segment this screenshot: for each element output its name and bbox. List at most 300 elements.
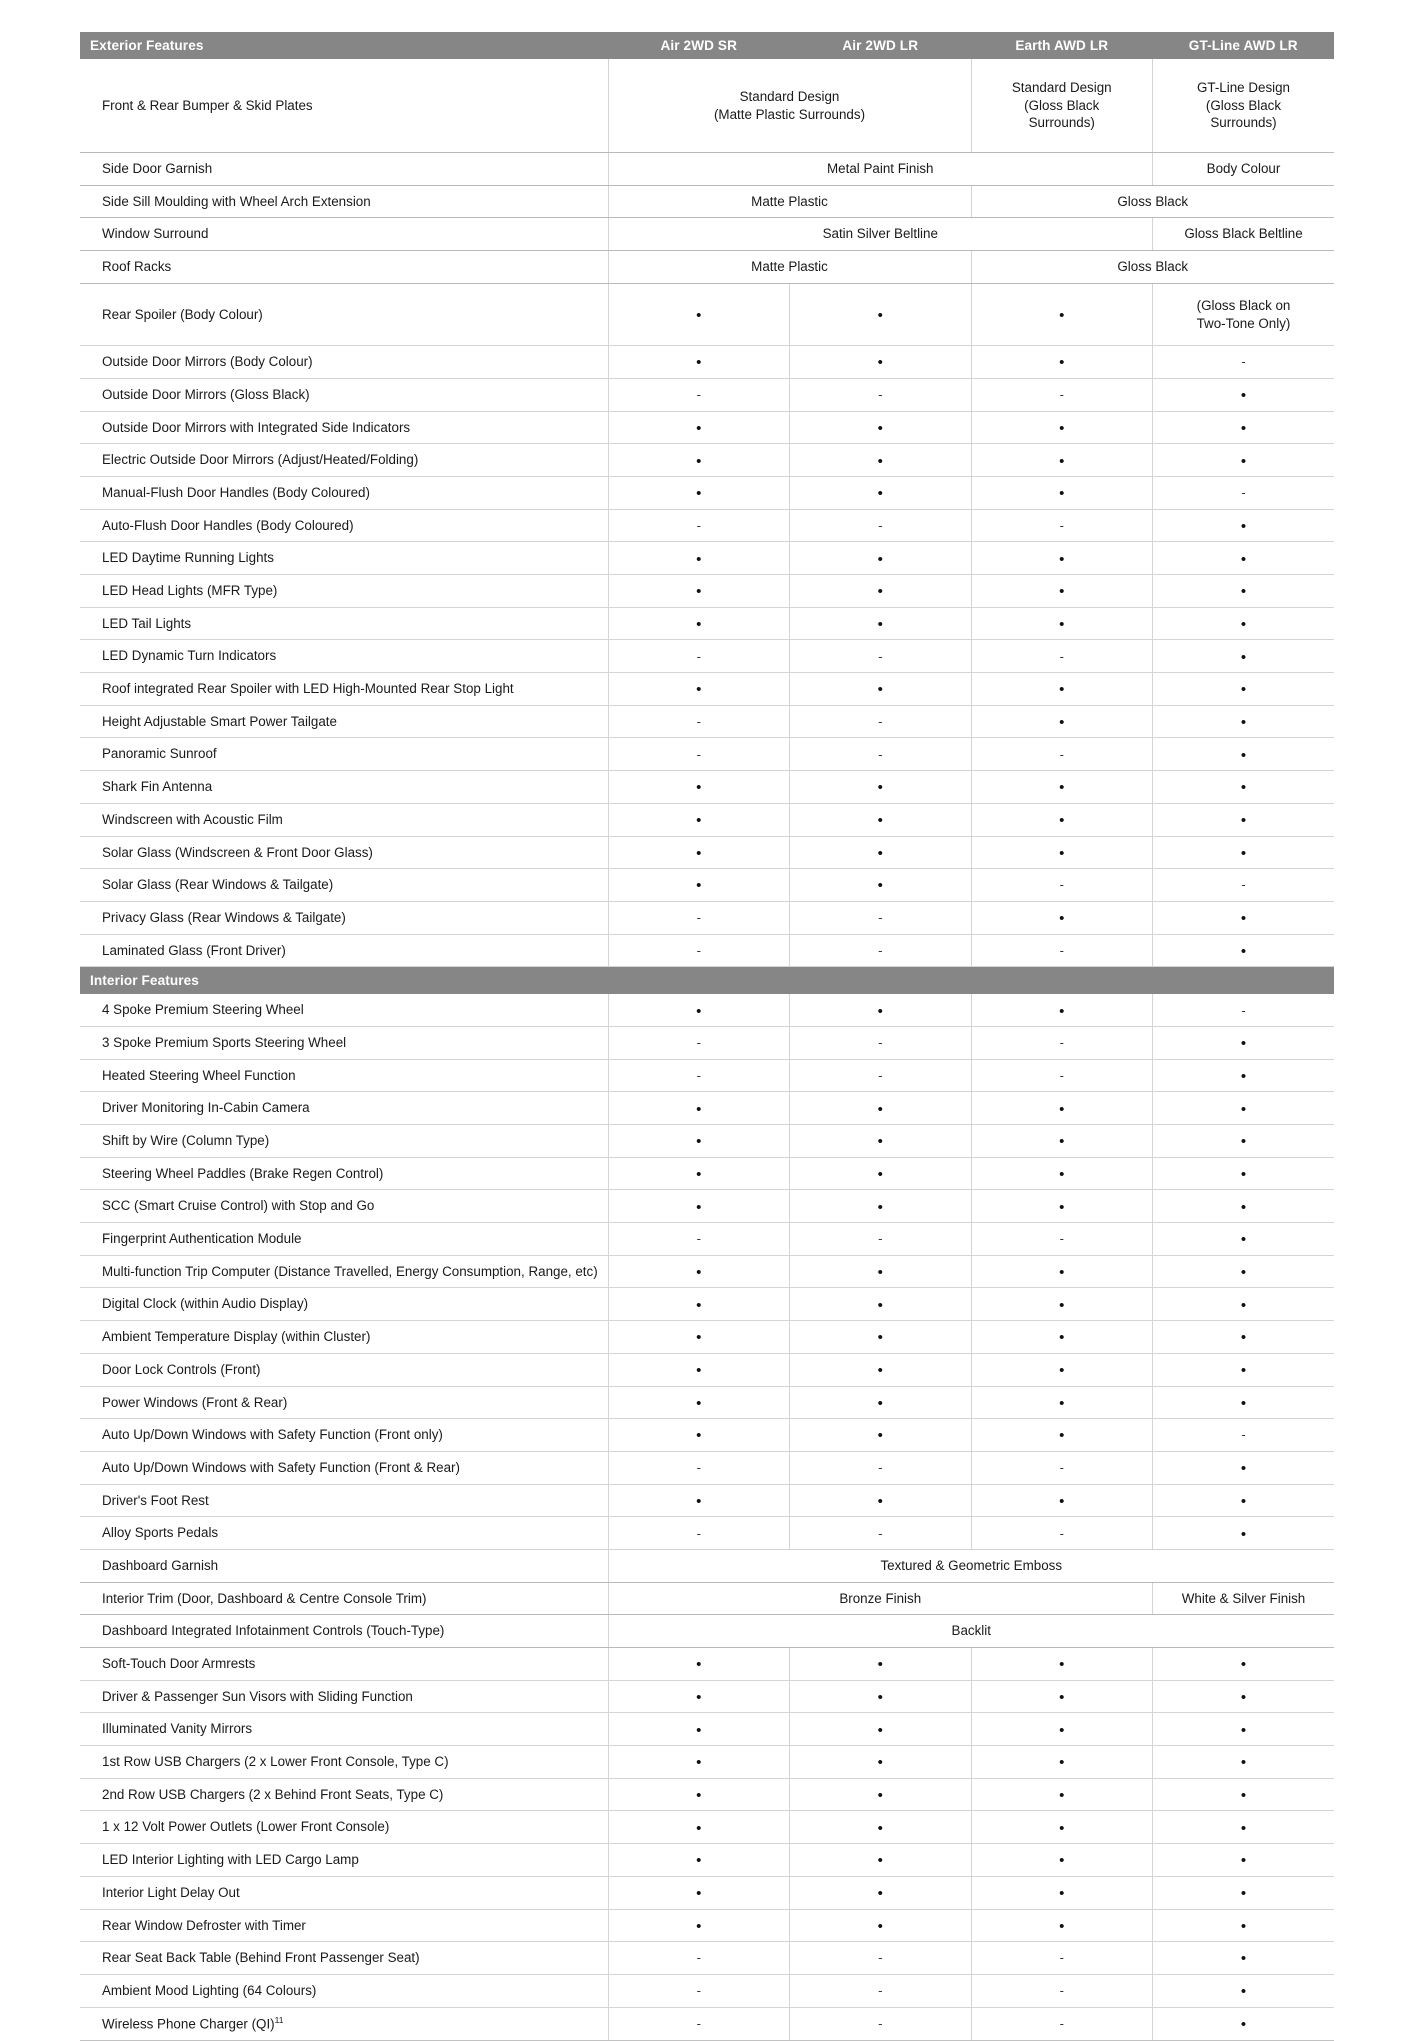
included-marker: •: [877, 1754, 883, 1772]
merged-value-cell: Satin Silver Beltline: [608, 218, 1153, 251]
feature-label: Ambient Mood Lighting (64 Colours): [102, 1982, 317, 1998]
availability-cell: [971, 1157, 1153, 1190]
feature-label: Outside Door Mirrors (Body Colour): [102, 354, 313, 370]
availability-cell: [1153, 378, 1335, 411]
feature-label: LED Tail Lights: [102, 615, 192, 631]
availability-cell: [608, 1288, 790, 1321]
included-marker: •: [1240, 910, 1247, 928]
unavailable-marker: -: [878, 1525, 883, 1541]
unavailable-marker: -: [696, 910, 701, 926]
availability-cell: [608, 836, 790, 869]
availability-cell: [608, 444, 790, 477]
availability-cell: [971, 607, 1153, 640]
availability-cell: [608, 1223, 790, 1256]
included-marker: •: [1240, 1165, 1247, 1183]
included-marker: •: [877, 550, 883, 568]
section-title-cell: Exterior Features: [80, 32, 608, 59]
feature-label: Outside Door Mirrors (Gloss Black): [102, 386, 310, 402]
availability-cell: [608, 803, 790, 836]
unavailable-marker: -: [878, 1460, 883, 1476]
availability-cell: [971, 1386, 1153, 1419]
availability-cell: [971, 1876, 1153, 1909]
feature-label: Dashboard Integrated Infotainment Controls (Touch-Type): [102, 1623, 445, 1639]
availability-cell: [1153, 1386, 1335, 1419]
included-marker: •: [1059, 583, 1065, 601]
feature-label-cell: [80, 509, 608, 542]
availability-cell: [971, 1713, 1153, 1746]
column-header-air-2wd-lr: Air 2WD LR: [790, 32, 972, 59]
included-marker: •: [1059, 306, 1065, 324]
included-marker: •: [696, 1198, 702, 1216]
table-row: [80, 218, 1334, 251]
table-row: [80, 509, 1334, 542]
availability-cell: [1153, 1321, 1335, 1354]
availability-cell: [1153, 1223, 1335, 1256]
feature-label: Rear Spoiler (Body Colour): [102, 306, 263, 322]
table-row: [80, 1549, 1334, 1582]
unavailable-marker: -: [878, 714, 883, 730]
availability-cell: [1153, 1190, 1335, 1223]
included-marker: •: [1059, 1819, 1065, 1837]
unavailable-marker: -: [878, 1231, 883, 1247]
unavailable-marker: -: [696, 1067, 701, 1083]
feature-label: 3 Spoke Premium Sports Steering Wheel: [102, 1034, 347, 1050]
included-marker: •: [877, 1885, 883, 1903]
availability-cell: [971, 476, 1153, 509]
merged-value-cell: Metal Paint Finish: [608, 153, 1153, 186]
availability-cell: [1153, 901, 1335, 934]
included-marker: •: [696, 1917, 702, 1935]
table-row: [80, 1026, 1334, 1059]
included-marker: •: [877, 1296, 883, 1314]
availability-cell: [1153, 1811, 1335, 1844]
feature-label-cell: [80, 771, 608, 804]
included-marker: •: [877, 1264, 883, 1282]
merged-value-cell: Standard Design (Gloss Black Surrounds): [971, 59, 1153, 153]
feature-label: Door Lock Controls (Front): [102, 1361, 261, 1377]
availability-cell: [1153, 1876, 1335, 1909]
unavailable-marker: -: [696, 1035, 701, 1051]
unavailable-marker: -: [878, 1950, 883, 1966]
feature-label: Auto-Flush Door Handles (Body Coloured): [102, 517, 354, 533]
feature-label: LED Daytime Running Lights: [102, 550, 274, 566]
feature-label: LED Dynamic Turn Indicators: [102, 648, 277, 664]
feature-label: LED Head Lights (MFR Type): [102, 583, 278, 598]
availability-cell: [608, 476, 790, 509]
availability-cell: [790, 1713, 972, 1746]
availability-cell: [1153, 1255, 1335, 1288]
included-marker: •: [1240, 779, 1247, 797]
table-row: [80, 1451, 1334, 1484]
included-marker: •: [696, 1394, 702, 1412]
feature-label: Alloy Sports Pedals: [102, 1525, 219, 1541]
feature-label-cell: [80, 1223, 608, 1256]
included-marker: •: [696, 1787, 702, 1805]
feature-label-cell: [80, 1876, 608, 1909]
included-marker: •: [877, 354, 883, 372]
table-row: [80, 803, 1334, 836]
availability-cell: [790, 283, 972, 345]
feature-label-cell: [80, 1648, 608, 1681]
feature-label-cell: [80, 738, 608, 771]
value-cell: (Gloss Black on Two-Tone Only): [1153, 283, 1335, 345]
feature-label-cell: [80, 1844, 608, 1877]
availability-cell: [971, 1059, 1153, 1092]
unavailable-marker: -: [878, 910, 883, 926]
availability-cell: [971, 705, 1153, 738]
availability-cell: [790, 1190, 972, 1223]
availability-cell: [790, 1942, 972, 1975]
included-marker: •: [696, 1721, 702, 1739]
merged-value-cell: Body Colour: [1153, 153, 1335, 186]
unavailable-marker: -: [878, 942, 883, 958]
included-marker: •: [1059, 1002, 1065, 1020]
included-marker: •: [877, 1917, 883, 1935]
included-marker: •: [1059, 714, 1065, 732]
availability-cell: [971, 1844, 1153, 1877]
feature-label-cell: [80, 673, 608, 706]
included-marker: •: [877, 1492, 883, 1510]
availability-cell: [790, 1059, 972, 1092]
table-row: [80, 705, 1334, 738]
feature-label: Digital Clock (within Audio Display): [102, 1296, 309, 1312]
included-marker: •: [1059, 354, 1065, 372]
table-row: [80, 444, 1334, 477]
availability-cell: [790, 803, 972, 836]
feature-label-cell: [80, 378, 608, 411]
included-marker: •: [696, 306, 702, 324]
availability-cell: [1153, 1092, 1335, 1125]
availability-cell: [608, 1778, 790, 1811]
availability-cell: [608, 1648, 790, 1681]
included-marker: •: [696, 1100, 702, 1118]
included-marker: •: [1240, 746, 1247, 764]
included-marker: •: [1240, 1492, 1247, 1510]
included-marker: •: [1059, 1787, 1065, 1805]
availability-cell: [1153, 1419, 1335, 1452]
feature-label-cell: [80, 1288, 608, 1321]
feature-label-cell: [80, 1549, 608, 1582]
unavailable-marker: -: [1059, 648, 1064, 664]
availability-cell: [1153, 1026, 1335, 1059]
feature-label: 4 Spoke Premium Steering Wheel: [102, 1002, 304, 1018]
feature-label: Rear Window Defroster with Timer: [102, 1917, 306, 1933]
feature-label-cell: [80, 283, 608, 345]
unavailable-marker: -: [696, 746, 701, 762]
availability-cell: [971, 901, 1153, 934]
included-marker: •: [1240, 648, 1247, 666]
feature-label: Rear Seat Back Table (Behind Front Passenger Seat): [102, 1950, 420, 1966]
availability-cell: [790, 1811, 972, 1844]
feature-label: Multi-function Trip Computer (Distance Travelled, Energy Consumption, Range, etc): [102, 1263, 598, 1279]
availability-cell: [608, 2007, 790, 2040]
table-row: [80, 1223, 1334, 1256]
table-row: [80, 1386, 1334, 1419]
availability-cell: [608, 1811, 790, 1844]
availability-cell: [790, 1484, 972, 1517]
included-marker: •: [1240, 615, 1247, 633]
included-marker: •: [1240, 387, 1247, 405]
included-marker: •: [696, 1427, 702, 1445]
included-marker: •: [1240, 1983, 1247, 2001]
unavailable-marker: -: [1241, 485, 1246, 501]
table-row: [80, 1419, 1334, 1452]
feature-label-cell: [80, 1909, 608, 1942]
included-marker: •: [877, 419, 883, 437]
included-marker: •: [1240, 583, 1247, 601]
unavailable-marker: -: [878, 746, 883, 762]
table-row: [80, 1059, 1334, 1092]
availability-cell: [971, 1125, 1153, 1158]
included-marker: •: [696, 1133, 702, 1151]
availability-cell: [790, 705, 972, 738]
feature-label-cell: [80, 934, 608, 967]
availability-cell: [1153, 738, 1335, 771]
included-marker: •: [1059, 1100, 1065, 1118]
availability-cell: [790, 1648, 972, 1681]
feature-label: 1st Row USB Chargers (2 x Lower Front Console, Type C): [102, 1754, 449, 1770]
included-marker: •: [1059, 1917, 1065, 1935]
feature-label-cell: [80, 994, 608, 1026]
feature-label: Wireless Phone Charger (QI): [102, 2016, 275, 2032]
feature-label-cell: [80, 1942, 608, 1975]
table-row: [80, 1648, 1334, 1681]
included-marker: •: [696, 877, 702, 895]
unavailable-marker: -: [1241, 1427, 1246, 1443]
availability-cell: [790, 1451, 972, 1484]
availability-cell: [971, 771, 1153, 804]
included-marker: •: [1059, 1852, 1065, 1870]
availability-cell: [971, 1092, 1153, 1125]
availability-cell: [790, 869, 972, 902]
feature-label-cell: [80, 1255, 608, 1288]
unavailable-marker: -: [1059, 942, 1064, 958]
included-marker: •: [696, 1852, 702, 1870]
availability-cell: [790, 411, 972, 444]
availability-cell: [971, 1321, 1153, 1354]
feature-label-cell: [80, 1974, 608, 2007]
merged-value-cell: Gloss Black Beltline: [1153, 218, 1335, 251]
table-row: [80, 1778, 1334, 1811]
included-marker: •: [877, 844, 883, 862]
availability-cell: [1153, 575, 1335, 608]
availability-cell: [1153, 1059, 1335, 1092]
feature-label-cell: [80, 1615, 608, 1648]
included-marker: •: [1240, 1819, 1247, 1837]
included-marker: •: [696, 1264, 702, 1282]
included-marker: •: [1059, 681, 1065, 699]
feature-label-cell: [80, 411, 608, 444]
included-marker: •: [877, 1787, 883, 1805]
feature-label: Driver Monitoring In-Cabin Camera: [102, 1100, 310, 1116]
availability-cell: [971, 1223, 1153, 1256]
availability-cell: [608, 1386, 790, 1419]
unavailable-marker: -: [1059, 387, 1064, 403]
unavailable-marker: -: [1059, 1035, 1064, 1051]
availability-cell: [790, 1778, 972, 1811]
availability-cell: [608, 542, 790, 575]
unavailable-marker: -: [696, 942, 701, 958]
availability-cell: [608, 1876, 790, 1909]
availability-cell: [971, 1484, 1153, 1517]
unavailable-marker: -: [696, 1525, 701, 1541]
included-marker: •: [1240, 1394, 1247, 1412]
availability-cell: [971, 1255, 1153, 1288]
feature-label: Shift by Wire (Column Type): [102, 1133, 270, 1148]
feature-label-cell: [80, 869, 608, 902]
feature-label: 2nd Row USB Chargers (2 x Behind Front Seats, Type C): [102, 1786, 444, 1802]
availability-cell: [1153, 673, 1335, 706]
included-marker: •: [1240, 1852, 1247, 1870]
included-marker: •: [877, 1394, 883, 1412]
unavailable-marker: -: [878, 1067, 883, 1083]
included-marker: •: [696, 1656, 702, 1674]
included-marker: •: [1059, 550, 1065, 568]
included-marker: •: [1059, 812, 1065, 830]
merged-value-cell: Gloss Black: [971, 185, 1334, 218]
availability-cell: [971, 1746, 1153, 1779]
unavailable-marker: -: [696, 1460, 701, 1476]
included-marker: •: [1240, 452, 1247, 470]
table-row: [80, 1811, 1334, 1844]
included-marker: •: [1059, 1427, 1065, 1445]
feature-label: SCC (Smart Cruise Control) with Stop and Go: [102, 1198, 375, 1214]
availability-cell: [971, 1778, 1153, 1811]
section-title-cell: Interior Features: [80, 967, 608, 995]
availability-cell: [1153, 1778, 1335, 1811]
availability-cell: [971, 1419, 1153, 1452]
table-row: [80, 378, 1334, 411]
included-marker: •: [1240, 812, 1247, 830]
included-marker: •: [1240, 419, 1247, 437]
availability-cell: [608, 1517, 790, 1550]
availability-cell: [608, 771, 790, 804]
included-marker: •: [1240, 1362, 1247, 1380]
availability-cell: [1153, 640, 1335, 673]
feature-label-cell: [80, 803, 608, 836]
unavailable-marker: -: [696, 387, 701, 403]
availability-cell: [790, 2007, 972, 2040]
feature-label-cell: [80, 1092, 608, 1125]
feature-label: Privacy Glass (Rear Windows & Tailgate): [102, 909, 346, 925]
included-marker: •: [696, 681, 702, 699]
availability-cell: [790, 1680, 972, 1713]
availability-cell: [790, 607, 972, 640]
table-row: [80, 901, 1334, 934]
included-marker: •: [1059, 1264, 1065, 1282]
merged-value-cell: GT-Line Design (Gloss Black Surrounds): [1153, 59, 1335, 153]
table-row: [80, 476, 1334, 509]
feature-label-cell: [80, 1713, 608, 1746]
table-row: [80, 994, 1334, 1026]
availability-cell: [608, 1419, 790, 1452]
availability-cell: [971, 1974, 1153, 2007]
availability-cell: [971, 542, 1153, 575]
availability-cell: [1153, 1484, 1335, 1517]
feature-label-cell: [80, 1321, 608, 1354]
availability-cell: [790, 346, 972, 379]
included-marker: •: [1059, 1198, 1065, 1216]
included-marker: •: [1240, 1525, 1247, 1543]
unavailable-marker: -: [1059, 2016, 1064, 2032]
availability-cell: [790, 1353, 972, 1386]
table-row: [80, 1353, 1334, 1386]
included-marker: •: [696, 812, 702, 830]
included-marker: •: [696, 779, 702, 797]
availability-cell: [1153, 1648, 1335, 1681]
feature-label-cell: [80, 901, 608, 934]
availability-cell: [971, 2007, 1153, 2040]
availability-cell: [608, 994, 790, 1026]
included-marker: •: [1240, 1754, 1247, 1772]
included-marker: •: [696, 419, 702, 437]
availability-cell: [971, 411, 1153, 444]
table-row: [80, 1125, 1334, 1158]
availability-cell: [971, 575, 1153, 608]
table-row: [80, 1255, 1334, 1288]
unavailable-marker: -: [1241, 354, 1246, 370]
spec-table-container: [80, 32, 1334, 2041]
feature-label-cell: [80, 1059, 608, 1092]
included-marker: •: [877, 1198, 883, 1216]
table-row: [80, 1484, 1334, 1517]
unavailable-marker: -: [696, 648, 701, 664]
feature-label: Power Windows (Front & Rear): [102, 1394, 288, 1410]
availability-cell: [971, 509, 1153, 542]
feature-label: Outside Door Mirrors with Integrated Side Indicators: [102, 419, 411, 435]
availability-cell: [1153, 444, 1335, 477]
feature-label-cell: [80, 1157, 608, 1190]
feature-label: Shark Fin Antenna: [102, 779, 213, 795]
availability-cell: [1153, 934, 1335, 967]
merged-value-cell: Matte Plastic: [608, 185, 971, 218]
availability-cell: [790, 1125, 972, 1158]
availability-cell: [1153, 705, 1335, 738]
availability-cell: [971, 869, 1153, 902]
availability-cell: [790, 1974, 972, 2007]
availability-cell: [971, 1517, 1153, 1550]
included-marker: •: [696, 844, 702, 862]
availability-cell: [608, 640, 790, 673]
table-row: [80, 1517, 1334, 1550]
table-row: [80, 153, 1334, 186]
availability-cell: [790, 1157, 972, 1190]
feature-label-cell: [80, 1353, 608, 1386]
table-row: [80, 346, 1334, 379]
availability-cell: [1153, 607, 1335, 640]
availability-cell: [608, 1974, 790, 2007]
included-marker: •: [1240, 1133, 1247, 1151]
included-marker: •: [1240, 1787, 1247, 1805]
included-marker: •: [696, 354, 702, 372]
table-row: [80, 607, 1334, 640]
availability-cell: [971, 1451, 1153, 1484]
feature-label-cell: [80, 1026, 608, 1059]
availability-cell: [1153, 1746, 1335, 1779]
table-row: [80, 1288, 1334, 1321]
table-row: [80, 1844, 1334, 1877]
unavailable-marker: -: [1241, 877, 1246, 893]
included-marker: •: [1059, 452, 1065, 470]
availability-cell: [971, 1026, 1153, 1059]
table-row: [80, 771, 1334, 804]
availability-cell: [608, 1746, 790, 1779]
unavailable-marker: -: [1059, 1525, 1064, 1541]
feature-label-cell: [80, 1778, 608, 1811]
availability-cell: [608, 1353, 790, 1386]
included-marker: •: [1240, 681, 1247, 699]
availability-cell: [790, 575, 972, 608]
